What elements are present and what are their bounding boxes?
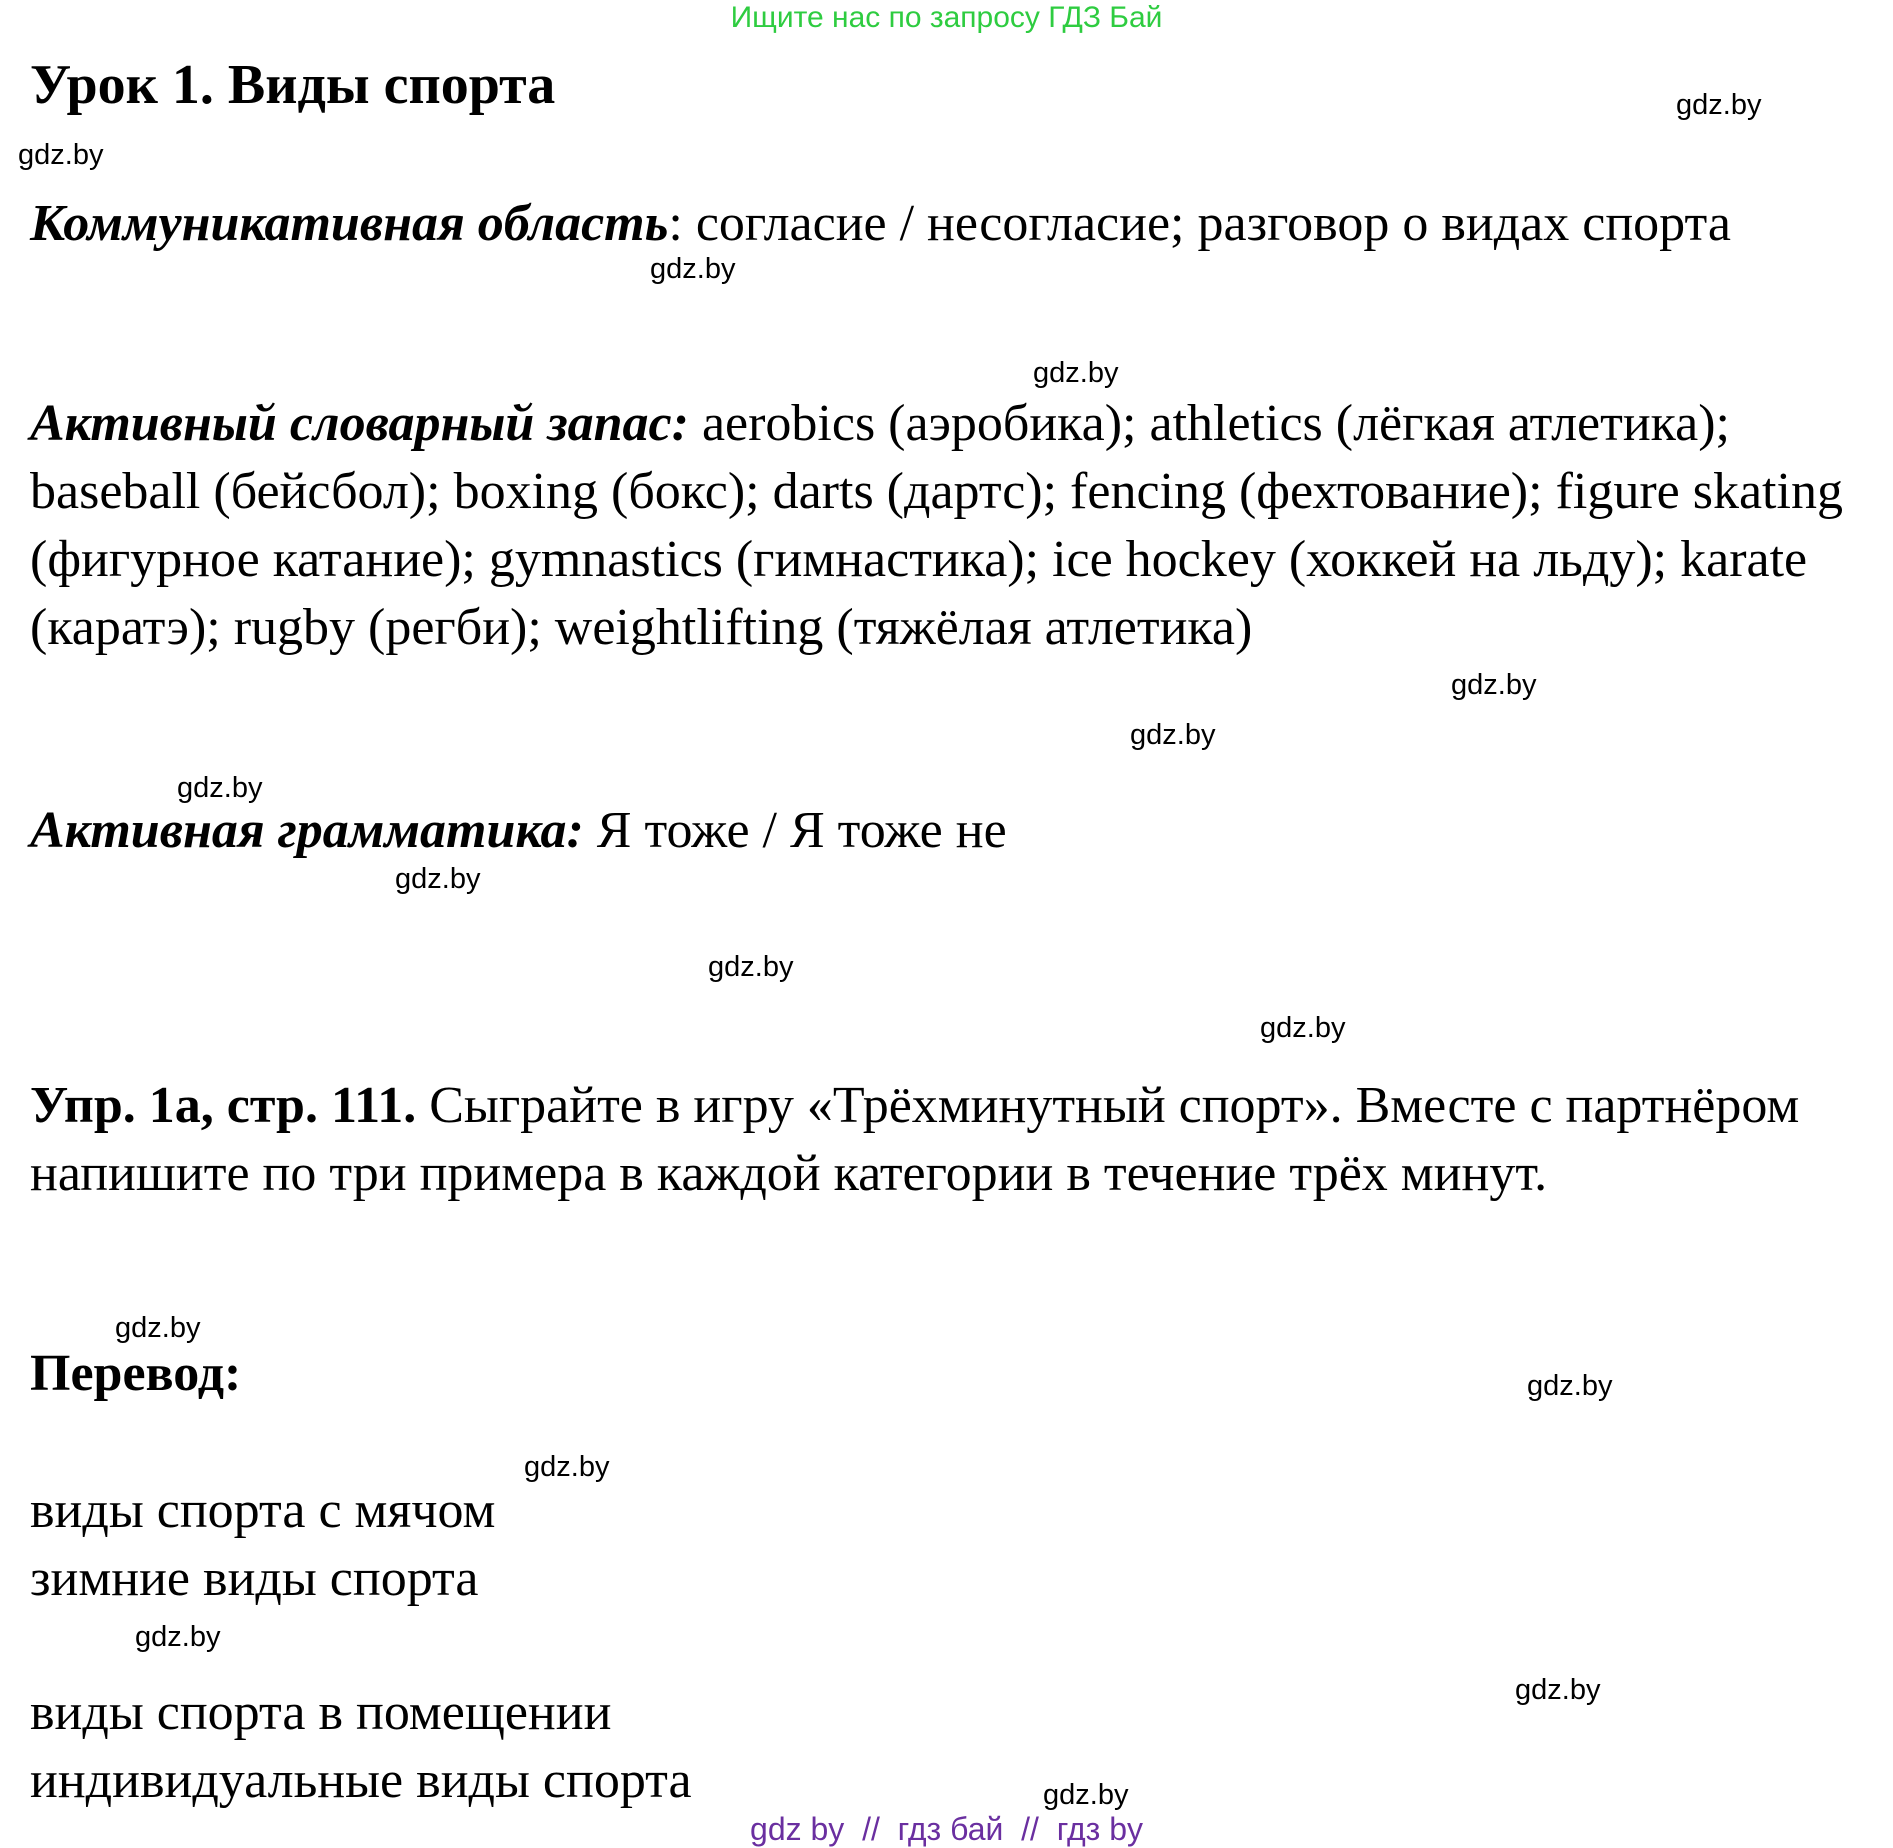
exercise-paragraph — [30, 1072, 1880, 1208]
translation-heading: Перевод: — [30, 1345, 242, 1402]
translation-line: индивидуальные виды спорта — [30, 1752, 692, 1809]
exercise-text: Сыграйте в игру «Трёхминутный спорт». Вместе с партнёром напишите по три примера в каждой категории в течение трёх минут. — [30, 1077, 1800, 1202]
exercise-label: Упр. 1а, стр. 111. — [30, 1077, 417, 1134]
search-banner: Ищите нас по запросу ГДЗ Бай — [730, 1, 1163, 34]
grammar-paragraph — [30, 797, 1880, 865]
lesson-title: Урок 1. Виды спорта — [30, 54, 556, 116]
watermark: gdz.by — [1527, 1370, 1613, 1402]
watermark: gdz.by — [1451, 669, 1537, 701]
translation-line: виды спорта в помещении — [30, 1684, 612, 1741]
communicative-area-paragraph — [30, 190, 1880, 258]
grammar-text: Я тоже / Я тоже не — [583, 802, 1007, 859]
watermark: gdz.by — [650, 253, 736, 285]
translation-line: виды спорта с мячом — [30, 1482, 496, 1539]
watermark: gdz.by — [115, 1312, 201, 1344]
translation-line: зимние виды спорта — [30, 1550, 479, 1607]
watermark: gdz.by — [524, 1451, 610, 1483]
watermark: gdz.by — [1033, 357, 1119, 389]
grammar-label: Активная грамматика: — [30, 802, 584, 859]
watermark: gdz.by — [1260, 1012, 1346, 1044]
watermark: gdz.by — [1043, 1779, 1129, 1811]
watermark: gdz.by — [1130, 719, 1216, 751]
footer-links: gdz by // гдз бай // гдз by — [750, 1811, 1143, 1847]
communicative-area-label: Коммуникативная область — [30, 195, 669, 252]
watermark: gdz.by — [395, 863, 481, 895]
vocabulary-paragraph — [30, 390, 1880, 662]
vocabulary-label: Активный словарный запас: — [30, 395, 689, 452]
watermark: gdz.by — [708, 951, 794, 983]
watermark: gdz.by — [18, 139, 104, 171]
watermark: gdz.by — [177, 772, 263, 804]
vocabulary-text: aerobics (аэробика); athletics (лёгкая атлетика); baseball (бейсбол); boxing (бокс); darts (дартс); fencing (фехтование); figure skating (фигурное катание); gymnastics (гимнастика); ice hockey (хоккей на льду); karate (каратэ); rugby (регби); weightlifting (тяжёлая атлетика) — [30, 395, 1843, 656]
watermark: gdz.by — [1515, 1674, 1601, 1706]
watermark: gdz.by — [135, 1621, 221, 1653]
watermark: gdz.by — [1676, 89, 1762, 121]
communicative-area-text: : согласие / несогласие; разговор о видах спорта — [668, 195, 1731, 252]
